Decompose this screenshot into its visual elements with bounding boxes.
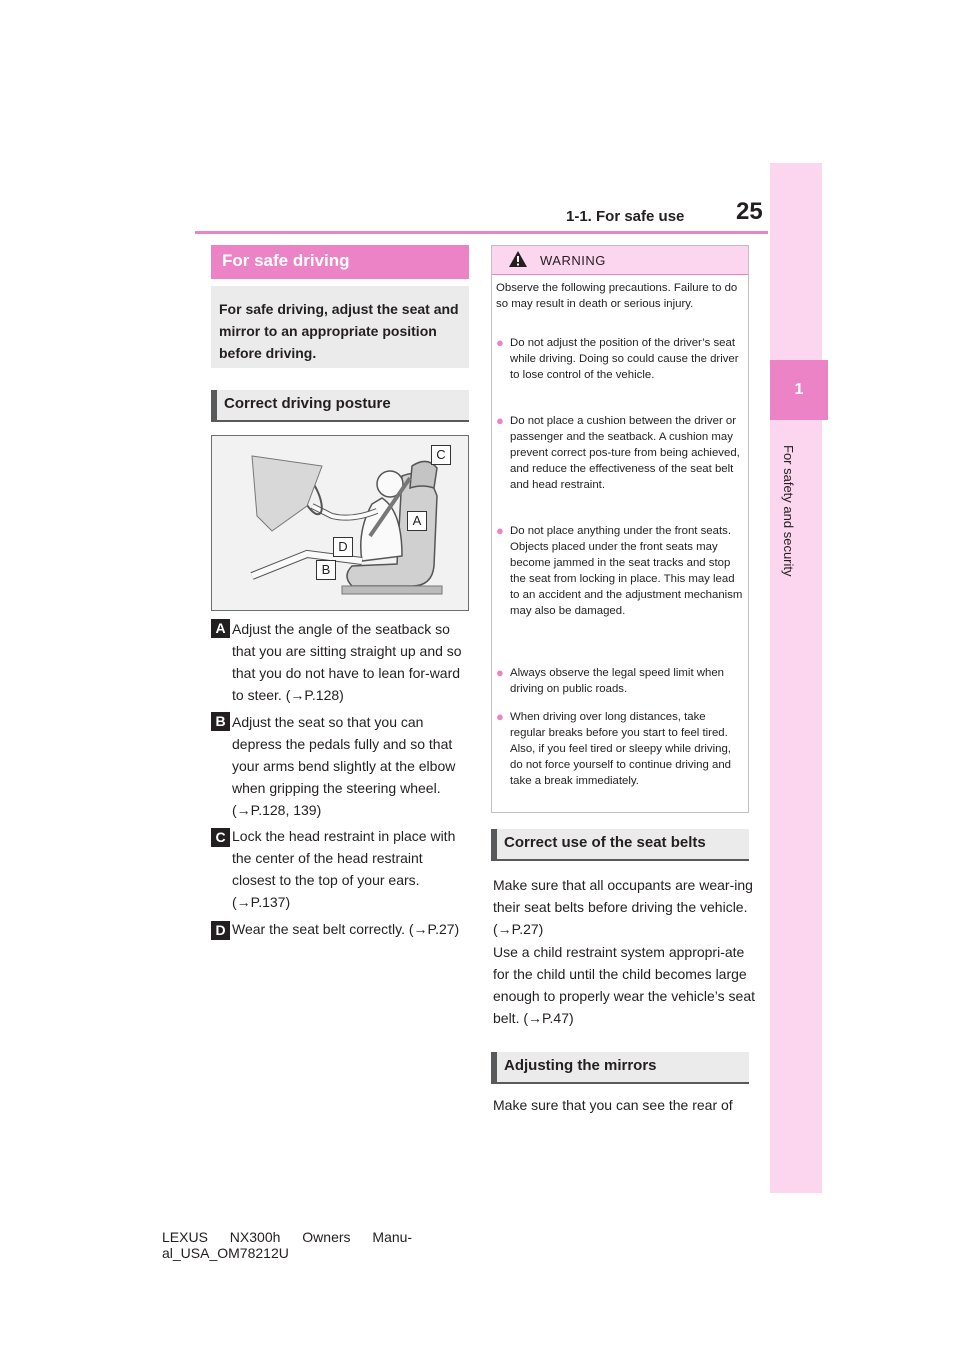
seat-belts-paragraph-1: Make sure that all occupants are wear-ing their seat belts before driving the vehicle. (→P.27): [493, 877, 753, 937]
item-label-d: D: [211, 921, 230, 940]
warning-header: [491, 245, 749, 275]
bullet-dot-icon: ●: [496, 709, 504, 724]
intro-text: For safe driving, adjust the seat and mirror to an appropriate position before driving.: [219, 301, 459, 361]
warning-triangle-icon: [508, 250, 528, 273]
warning-bullet-text: Do not place a cushion between the driver or passenger and the seatback. A cushion may prevent correct pos-ture from being achieved, and reduce the effectiveness of the seat belt and head restraint.: [510, 415, 740, 491]
item-a-text: Adjust the angle of the seatback so that you are sitting straight up and so that you do not have to lean for-ward to steer. (→P.128): [232, 621, 462, 703]
footer-line-2: al_USA_OM78212U: [162, 1245, 289, 1261]
mirrors-subheading-text: Adjusting the mirrors: [504, 1057, 657, 1074]
page-number: 25: [736, 198, 763, 225]
section-title: 1-1. For safe use: [566, 208, 685, 225]
warning-bullet-text: When driving over long distances, take regular breaks before you start to feel tired. Also, if you feel tired or sleepy while driving, do not force yourself to continue driving and take a break immediately.: [510, 711, 731, 787]
mirrors-subheading: [491, 1052, 749, 1084]
footer: [162, 1229, 462, 1261]
item-label-c: C: [211, 828, 230, 847]
safe-driving-heading-text: For safe driving: [222, 251, 350, 270]
item-d-text: Wear the seat belt correctly. (→P.27): [232, 921, 460, 937]
side-tab-strip: [770, 163, 822, 1193]
bullet-dot-icon: ●: [496, 335, 504, 350]
intro-box: [211, 286, 469, 368]
mirrors-paragraph: Make sure that you can see the rear of: [493, 1097, 733, 1113]
warning-bullet: [496, 413, 744, 493]
bullet-dot-icon: ●: [496, 523, 504, 538]
warning-title: WARNING: [540, 253, 606, 268]
label-a-callout: A: [407, 511, 427, 531]
posture-subheading: [211, 390, 469, 422]
seat-belts-subheading-text: Correct use of the seat belts: [504, 834, 706, 851]
chapter-title: For safety and security: [781, 445, 796, 577]
safe-driving-heading: [211, 245, 469, 279]
bullet-dot-icon: ●: [496, 413, 504, 428]
item-label-a: A: [211, 619, 230, 638]
driving-posture-illustration: [211, 435, 469, 611]
seat-belts-subheading: [491, 829, 749, 861]
posture-subheading-text: Correct driving posture: [224, 395, 391, 412]
warning-bullet: [496, 335, 744, 383]
item-c-text: Lock the head restraint in place with the center of the head restraint closest to the top of your ears. (→P.137): [232, 828, 456, 910]
label-c-callout: C: [431, 445, 451, 465]
bullet-dot-icon: ●: [496, 665, 504, 680]
warning-bullet: [496, 523, 744, 619]
chapter-number: 1: [794, 381, 804, 398]
warning-bullet-text: Do not adjust the position of the driver’s seat while driving. Doing so could cause the driver to lose control of the vehicle.: [510, 337, 739, 381]
warning-bullet-text: Do not place anything under the front seats. Objects placed under the front seats may become jammed in the seat tracks and stop the seat from locking in place. This may lead to an accident and the adjustment mechanism may also be damaged.: [510, 525, 743, 617]
warning-bullet: [496, 665, 744, 697]
seat-belts-paragraph-2: Use a child restraint system appropri-ate for the child until the child becomes large enough to properly wear the vehicle’s seat belt. (→P.47): [493, 944, 756, 1026]
item-b-text: Adjust the seat so that you can depress the pedals fully and so that your arms bend slightly at the elbow when gripping the steering wheel. (→P.128, 139): [232, 714, 456, 818]
warning-intro: Observe the following precautions. Failure to do so may result in death or serious injury.: [496, 282, 738, 310]
warning-bullet-text: Always observe the legal speed limit when driving on public roads.: [510, 667, 725, 695]
footer-line-1: LEXUS NX300h Owners Manu-: [162, 1229, 413, 1245]
header-rule: [195, 231, 768, 234]
label-d-callout: D: [333, 537, 353, 557]
item-label-b: B: [211, 712, 230, 731]
warning-bullet: [496, 709, 744, 789]
driver-seat-icon: [212, 436, 468, 610]
label-b-callout: B: [316, 560, 336, 580]
